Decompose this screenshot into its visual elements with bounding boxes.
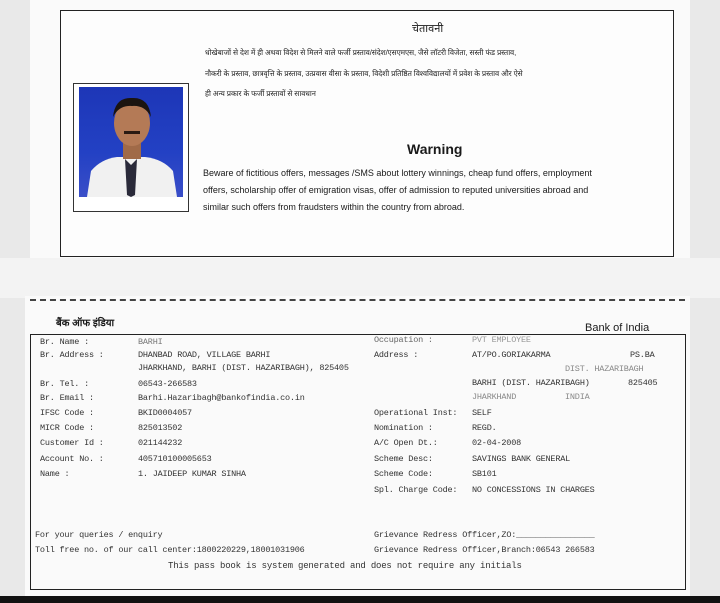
- op-inst-label: Operational Inst:: [374, 408, 458, 418]
- scheme-desc-label: Scheme Desc:: [374, 454, 433, 464]
- account-no-label: Account No. :: [40, 454, 104, 464]
- address-line: DIST. HAZARIBAGH: [565, 364, 644, 374]
- address-line: INDIA: [565, 392, 590, 402]
- br-tel-label: Br. Tel. :: [40, 379, 90, 389]
- warning-hindi-line: ही अन्य प्रकार के फर्जी प्रस्तावों से सावधान: [205, 89, 316, 98]
- ifsc-label: IFSC Code :: [40, 408, 94, 418]
- photo-frame: [73, 83, 189, 212]
- perforation-line: [30, 299, 685, 301]
- queries-text: For your queries / enquiry: [35, 530, 163, 540]
- address-line: JHARKHAND: [472, 392, 517, 402]
- warning-text-line: Beware of fictitious offers, messages /SMS about lottery winnings, cheap fund offers, employment: [203, 168, 592, 178]
- address-line: BARHI (DIST. HAZARIBAGH): [472, 378, 590, 388]
- address-line: 825405: [628, 378, 658, 388]
- micr-label: MICR Code :: [40, 423, 94, 433]
- bank-name-hindi: बैंक ऑफ इंडिया: [56, 318, 115, 329]
- warning-hindi-line: नौकरी के प्रस्ताव, छात्रवृत्ति के प्रस्ताव, उत्प्रवास वीसा के प्रस्ताव, विदेशी प्रतिष्ठित विश्वविद्यालयों में प्रवेश के प्रस्ताव और ऐसे: [205, 69, 523, 78]
- occupation-label: Occupation :: [374, 335, 433, 345]
- warning-title: Warning: [407, 141, 463, 157]
- br-name-label: Br. Name :: [40, 337, 90, 347]
- address-line: PS.BA: [630, 350, 655, 360]
- address-label: Address :: [374, 350, 419, 360]
- ifsc-value: BKID0004057: [138, 408, 192, 418]
- warning-text: [203, 165, 653, 216]
- br-email-label: Br. Email :: [40, 393, 94, 403]
- page-gap: [0, 258, 720, 298]
- scheme-desc-value: SAVINGS BANK GENERAL: [472, 454, 571, 464]
- customer-id-label: Customer Id :: [40, 438, 104, 448]
- spl-charge-label: Spl. Charge Code:: [374, 485, 458, 495]
- warning-text-line: similar such offers from fraudsters within the country from abroad.: [203, 202, 465, 212]
- account-no-value: 405710100005653: [138, 454, 212, 464]
- system-generated-note: This pass book is system generated and does not require any initials: [168, 561, 522, 571]
- warning-text-line: offers, scholarship offer of emigration visas, offer of admission to reputed universities abroad and: [203, 185, 589, 195]
- grievance-officer-branch: Grievance Redress Officer,Branch:06543 266583: [374, 545, 595, 555]
- br-address-label: Br. Address :: [40, 350, 104, 360]
- warning-title-hindi: चेतावनी: [412, 23, 444, 35]
- br-name-value: BARHI: [138, 337, 163, 347]
- br-address-line: DHANBAD ROAD, VILLAGE BARHI: [138, 350, 271, 360]
- account-holder-photo: [79, 87, 183, 197]
- scheme-code-value: SB101: [472, 469, 497, 479]
- scheme-code-label: Scheme Code:: [374, 469, 433, 479]
- name-label: Name :: [40, 469, 70, 479]
- nomination-value: REGD.: [472, 423, 497, 433]
- customer-id-value: 021144232: [138, 438, 183, 448]
- op-inst-value: SELF: [472, 408, 492, 418]
- occupation-value: PVT EMPLOYEE: [472, 335, 531, 345]
- br-address-line: JHARKHAND, BARHI (DIST. HAZARIBAGH), 825405: [138, 363, 349, 373]
- name-value: 1. JAIDEEP KUMAR SINHA: [138, 469, 246, 479]
- ac-open-value: 02-04-2008: [472, 438, 522, 448]
- grievance-officer-zo: Grievance Redress Officer,ZO:________________: [374, 530, 595, 540]
- warning-hindi-line: धोखेबाजों से देश में ही अथवा विदेश से मिलने वाले फर्जी प्रस्ताव/संदेश/एसएमएस, जैसे लॉटरी विजेता, सस्ती फंड प्रस्ताव,: [205, 48, 517, 57]
- micr-value: 825013502: [138, 423, 183, 433]
- tollfree-text: Toll free no. of our call center:1800220229,18001031906: [35, 545, 305, 555]
- bank-name-english: Bank of India: [585, 322, 650, 334]
- bottom-edge-bar: [0, 596, 720, 603]
- br-tel-value: 06543-266583: [138, 379, 197, 389]
- ac-open-label: A/C Open Dt.:: [374, 438, 438, 448]
- spl-charge-value: NO CONCESSIONS IN CHARGES: [472, 485, 595, 495]
- address-line: AT/PO.GORIAKARMA: [472, 350, 551, 360]
- nomination-label: Nomination :: [374, 423, 433, 433]
- br-email-value: Barhi.Hazaribagh@bankofindia.co.in: [138, 393, 305, 403]
